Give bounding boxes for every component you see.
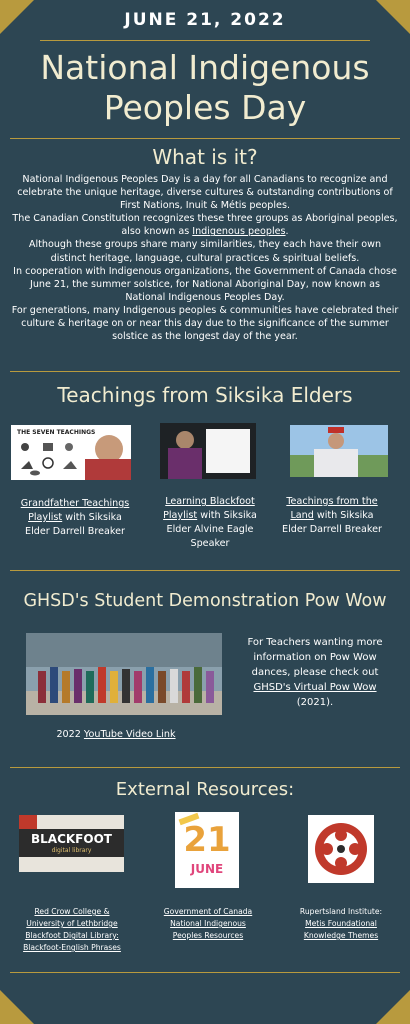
elder-shirt <box>314 449 358 477</box>
corner-decoration <box>0 990 34 1024</box>
title-line-1: National Indigenous <box>40 48 370 87</box>
teachings-from-land-link[interactable]: Teachings from the Land <box>286 496 378 521</box>
teachings-heading: Teachings from Siksika Elders <box>57 383 353 407</box>
blackfoot-logo-text: BLACKFOOT <box>31 832 112 846</box>
government-of-canada-link[interactable]: Government of Canada National Indigenous Peoples Resources <box>163 907 253 940</box>
blackfoot-logo-subtext: digital library <box>51 847 92 854</box>
resources-heading: External Resources: <box>115 779 295 800</box>
logo-accent <box>19 815 37 829</box>
june-21-logo[interactable] <box>175 812 239 888</box>
grandfather-teachings-link[interactable]: Grandfather Teachings Playlist <box>20 498 130 523</box>
ghsd-virtual-powwow-link[interactable]: GHSD's Virtual Pow Wow <box>253 682 377 693</box>
seven-teachings-label: THE SEVEN TEACHINGS <box>17 429 96 436</box>
caption-text: with Siksika Elder Darrell Breaker <box>282 510 382 535</box>
paragraph: For generations, many Indigenous peoples & communities have celebrated their culture & heritage on or near this day due to the significance of the summer solstice as the longest day of the year. <box>11 304 399 343</box>
info-text: For Teachers wanting more information on Pow Wow dances, please check out <box>247 637 383 678</box>
divider <box>40 40 370 41</box>
blackfoot-phrases-link[interactable]: Red Crow College & University of Lethbridge Blackfoot Digital Library: Blackfoot-English Phrases <box>23 907 121 952</box>
indigenous-peoples-link[interactable]: Indigenous peoples <box>192 226 286 238</box>
resource-caption-2 <box>158 906 258 942</box>
elder-face <box>176 431 194 449</box>
metis-flower-icon <box>313 821 369 877</box>
divider <box>10 972 400 973</box>
teaching-caption-1 <box>16 497 134 539</box>
paragraph: Although these groups share many similarities, they each have their own distinct heritage, language, cultural practices & spiritual beliefs. <box>28 239 382 264</box>
learning-blackfoot-thumbnail[interactable] <box>160 423 256 479</box>
teaching-caption-3 <box>280 495 384 537</box>
paragraph: In cooperation with Indigenous organizations, the Government of Canada chose June 21, the summer solstice, for National Aboriginal Day, now known as National Indigenous Peoples Day. <box>13 265 397 303</box>
corner-decoration <box>376 990 410 1024</box>
learning-blackfoot-link[interactable]: Learning Blackfoot Playlist <box>163 496 255 521</box>
video-caption <box>26 728 206 742</box>
june-logo-month: JUNE <box>190 862 224 876</box>
resource-caption-3 <box>296 906 386 942</box>
teaching-caption-2 <box>158 495 262 551</box>
event-date: JUNE 21, 2022 <box>124 10 286 30</box>
title-line-2: Peoples Day <box>103 88 307 127</box>
divider <box>10 767 400 768</box>
seven-teachings-icons <box>15 439 81 477</box>
info-text: (2021). <box>296 697 334 708</box>
powwow-info <box>240 635 390 710</box>
resource-caption-1 <box>16 906 128 954</box>
caption-text: with Siksika Elder Darrell Breaker <box>25 512 125 537</box>
paragraph <box>10 212 400 238</box>
caption-text: with Siksika Elder Alvine Eagle Speaker <box>166 510 257 549</box>
powwow-photo[interactable] <box>26 633 222 715</box>
paragraph-text: . <box>285 226 289 238</box>
powwow-heading: GHSD's Student Demonstration Pow Wow <box>23 591 387 611</box>
page-title <box>0 48 410 128</box>
elder-shirt <box>168 448 202 479</box>
elder-face <box>328 433 344 449</box>
june-logo-number: 21 <box>183 820 231 860</box>
what-is-it-text <box>10 173 400 343</box>
paragraph: National Indigenous Peoples Day is a day for all Canadians to recognize and celebrate the unique heritage, diverse cultures & outstanding contributions of First Nations, Inuit & Métis peoples. <box>17 174 393 212</box>
divider <box>10 138 400 139</box>
whiteboard <box>206 429 250 473</box>
youtube-video-link[interactable]: YouTube Video Link <box>83 729 176 740</box>
video-caption-text: 2022 <box>56 729 84 740</box>
paragraph-text: The Canadian Constitution recognizes these three groups as Aboriginal peoples, also known as <box>12 213 398 238</box>
caption-text: Rupertsland Institute: <box>299 907 383 916</box>
dancers <box>26 657 222 707</box>
divider <box>10 570 400 571</box>
teachings-from-land-thumbnail[interactable] <box>290 425 388 477</box>
metis-knowledge-link[interactable]: Metis Foundational Knowledge Themes <box>303 919 379 940</box>
blackfoot-digital-library-logo[interactable] <box>19 815 124 872</box>
elder-shirt <box>85 459 131 480</box>
rupertsland-institute-logo[interactable] <box>308 815 374 883</box>
what-is-it-heading: What is it? <box>152 145 258 169</box>
grandfather-teachings-thumbnail[interactable] <box>11 425 131 480</box>
divider <box>10 371 400 372</box>
